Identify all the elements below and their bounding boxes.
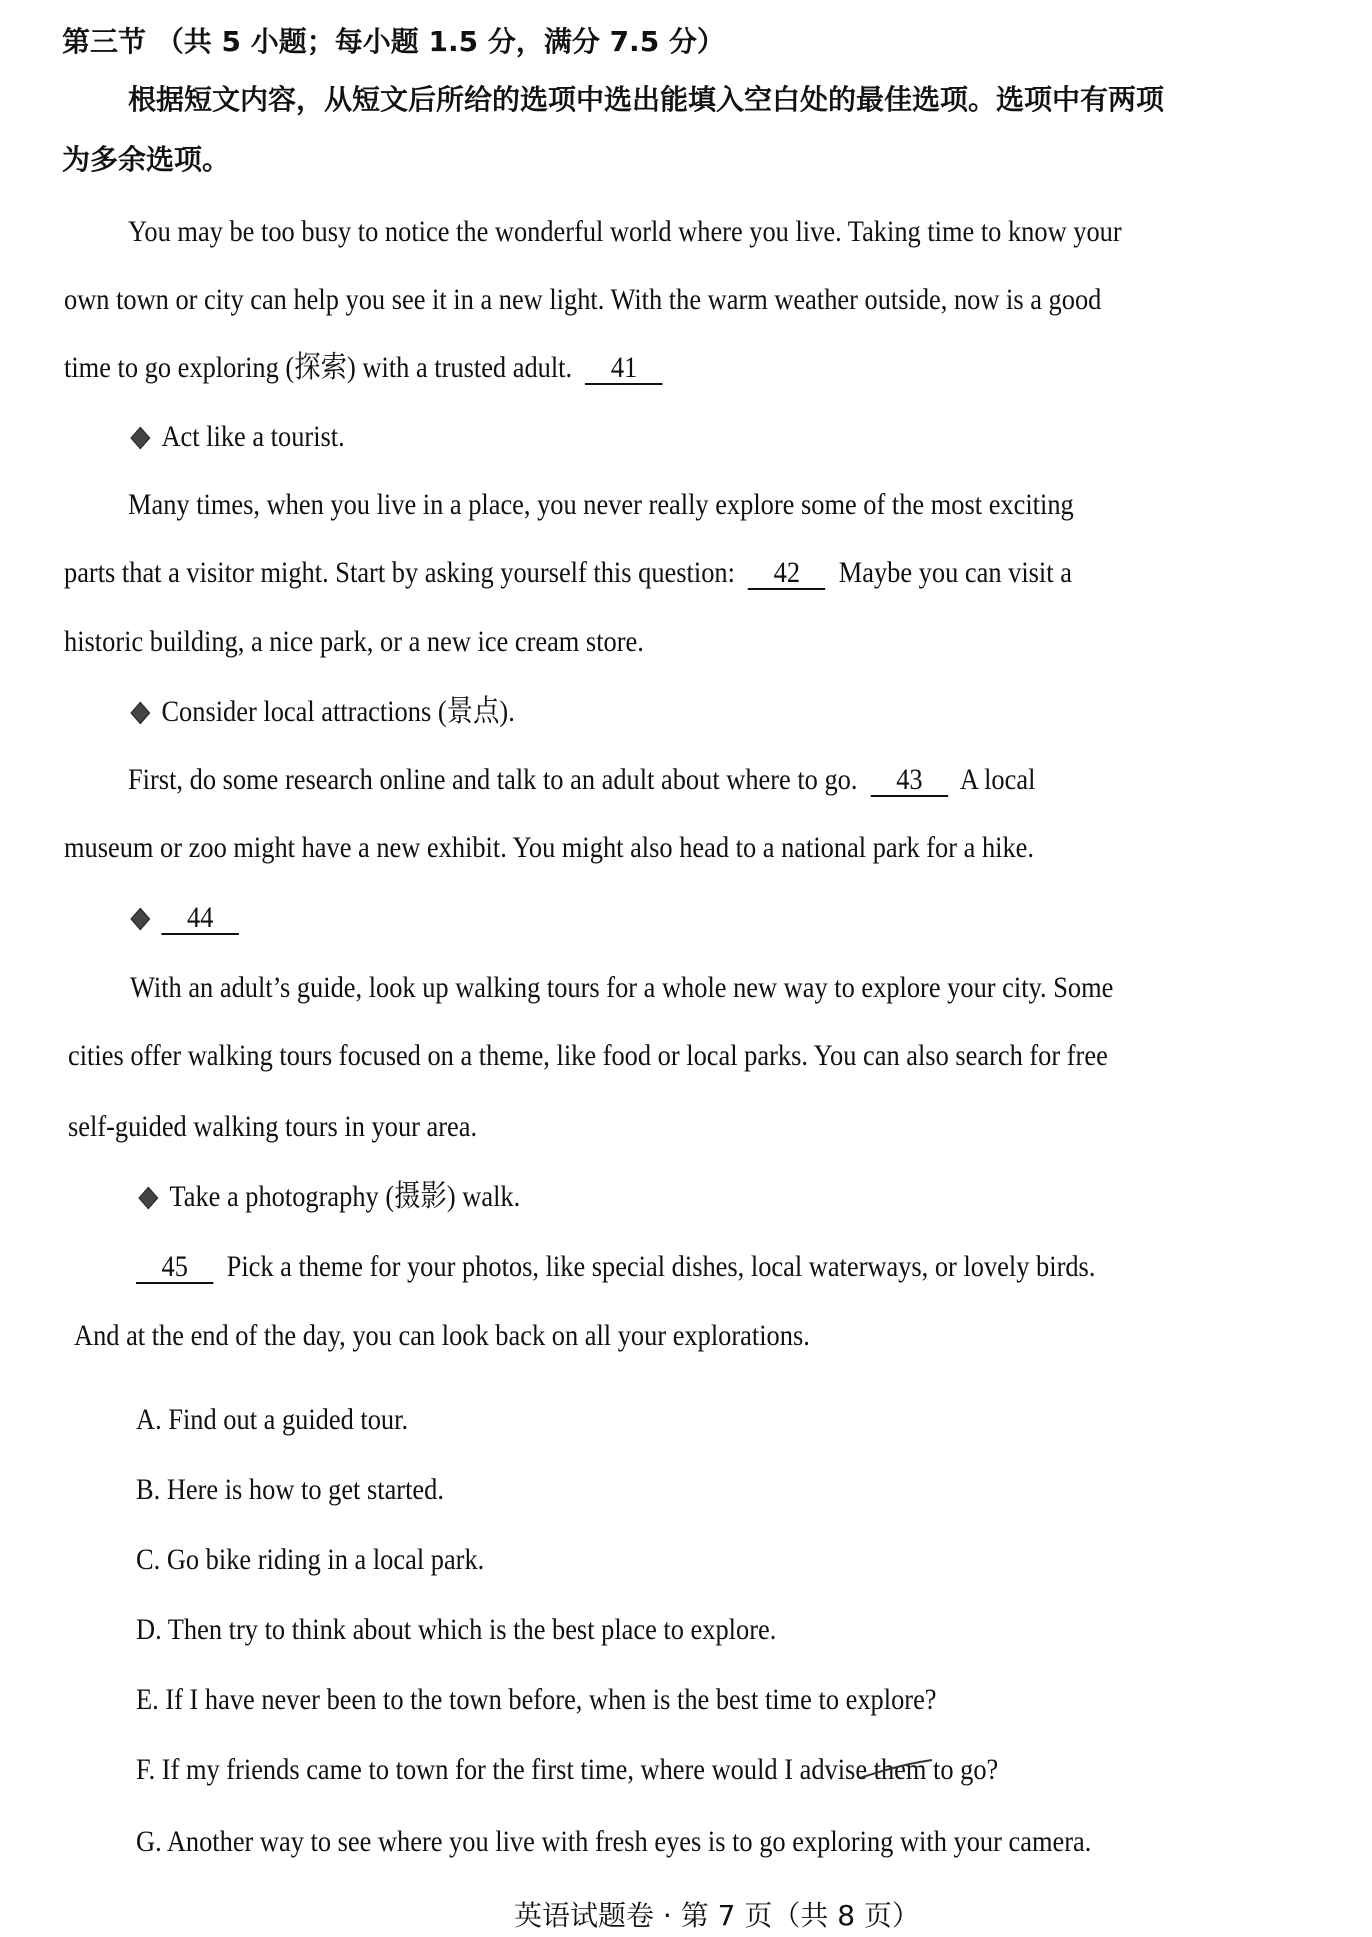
- option-text: If I have never been to the town before, when is the best time to explore?: [165, 1683, 937, 1716]
- para2-line-1: [128, 760, 1035, 800]
- option-a[interactable]: [136, 1400, 408, 1440]
- option-g[interactable]: [136, 1822, 1091, 1862]
- para1-line-2-after: Maybe you can visit a: [838, 556, 1072, 589]
- option-d[interactable]: [136, 1610, 776, 1650]
- heading-2-text: Consider local attractions (景点).: [161, 695, 515, 728]
- heading-photography-walk: [136, 1177, 520, 1217]
- option-e[interactable]: [136, 1680, 937, 1720]
- option-text: Here is how to get started.: [166, 1473, 444, 1506]
- option-text: Another way to see where you live with fresh eyes is to go exploring with your camera.: [166, 1825, 1092, 1858]
- diamond-bullet-icon: [130, 701, 150, 724]
- option-letter: C.: [136, 1543, 161, 1576]
- option-c[interactable]: [136, 1540, 484, 1580]
- option-letter: G.: [136, 1825, 162, 1858]
- para4-line-2: And at the end of the day, you can look back on all your explorations.: [74, 1319, 810, 1352]
- option-text: Go bike riding in a local park.: [166, 1543, 485, 1576]
- para1-line-2-before: parts that a visitor might. Start by asking yourself this question:: [64, 556, 735, 589]
- blank-42[interactable]: 42: [748, 558, 825, 590]
- section-title: 第三节 （共 5 小题；每小题 1.5 分，满分 7.5 分）: [62, 25, 725, 58]
- diamond-bullet-icon: [138, 1186, 158, 1209]
- heading-blank-44: [128, 898, 239, 938]
- option-text: If my friends came to town for the first time, where would I advise them to go?: [161, 1753, 999, 1786]
- heading-act-like-tourist: [128, 417, 345, 457]
- para2-line-2: museum or zoo might have a new exhibit. You might also head to a national park for a hike.: [64, 831, 1034, 864]
- diamond-bullet-icon: [130, 907, 150, 930]
- instructions-line-2: 为多余选项。: [62, 143, 231, 176]
- para1-line-1: Many times, when you live in a place, you never really explore some of the most exciting: [128, 488, 1074, 521]
- blank-44[interactable]: 44: [161, 903, 238, 935]
- option-text: Find out a guided tour.: [168, 1403, 409, 1436]
- para2-line-1-before: First, do some research online and talk to an adult about where to go.: [128, 763, 858, 796]
- option-letter: E.: [136, 1683, 159, 1716]
- option-text: Then try to think about which is the best place to explore.: [167, 1613, 777, 1646]
- blank-41[interactable]: 41: [585, 353, 662, 385]
- page-footer: 英语试题卷 · 第 7 页（共 8 页）: [514, 1899, 920, 1932]
- para1-line-2: [64, 553, 1072, 593]
- instructions-line-1: 根据短文内容，从短文后所给的选项中选出能填入空白处的最佳选项。选项中有两项: [128, 83, 1165, 116]
- para3-line-1: With an adult’s guide, look up walking tours for a whole new way to explore your city. Some: [130, 971, 1114, 1004]
- diamond-bullet-icon: [130, 426, 150, 449]
- para3-line-2: cities offer walking tours focused on a theme, like food or local parks. You can also search for free: [68, 1039, 1108, 1072]
- blank-43[interactable]: 43: [871, 765, 948, 797]
- para4-line-1-text: Pick a theme for your photos, like special dishes, local waterways, or lovely birds.: [226, 1250, 1096, 1283]
- para4-line-1: [136, 1247, 1095, 1287]
- para1-line-3: historic building, a nice park, or a new ice cream store.: [64, 625, 644, 658]
- option-letter: B.: [136, 1473, 161, 1506]
- heading-4-text: Take a photography (摄影) walk.: [169, 1180, 521, 1213]
- intro-line-2: own town or city can help you see it in a new light. With the warm weather outside, now is a good: [64, 283, 1102, 316]
- option-letter: D.: [136, 1613, 162, 1646]
- option-letter: F.: [136, 1753, 156, 1786]
- option-letter: A.: [136, 1403, 162, 1436]
- option-b[interactable]: [136, 1470, 444, 1510]
- heading-local-attractions: [128, 692, 515, 732]
- para2-line-1-after: A local: [959, 763, 1036, 796]
- intro-line-3-text: time to go exploring (探索) with a trusted adult.: [64, 351, 573, 384]
- intro-line-3: [64, 348, 663, 388]
- blank-45[interactable]: 45: [136, 1252, 213, 1284]
- para3-line-3: self-guided walking tours in your area.: [68, 1110, 478, 1143]
- pen-mark-icon: [858, 1756, 938, 1780]
- intro-line-1: You may be too busy to notice the wonderful world where you live. Taking time to know your: [128, 215, 1122, 248]
- heading-1-text: Act like a tourist.: [161, 420, 345, 453]
